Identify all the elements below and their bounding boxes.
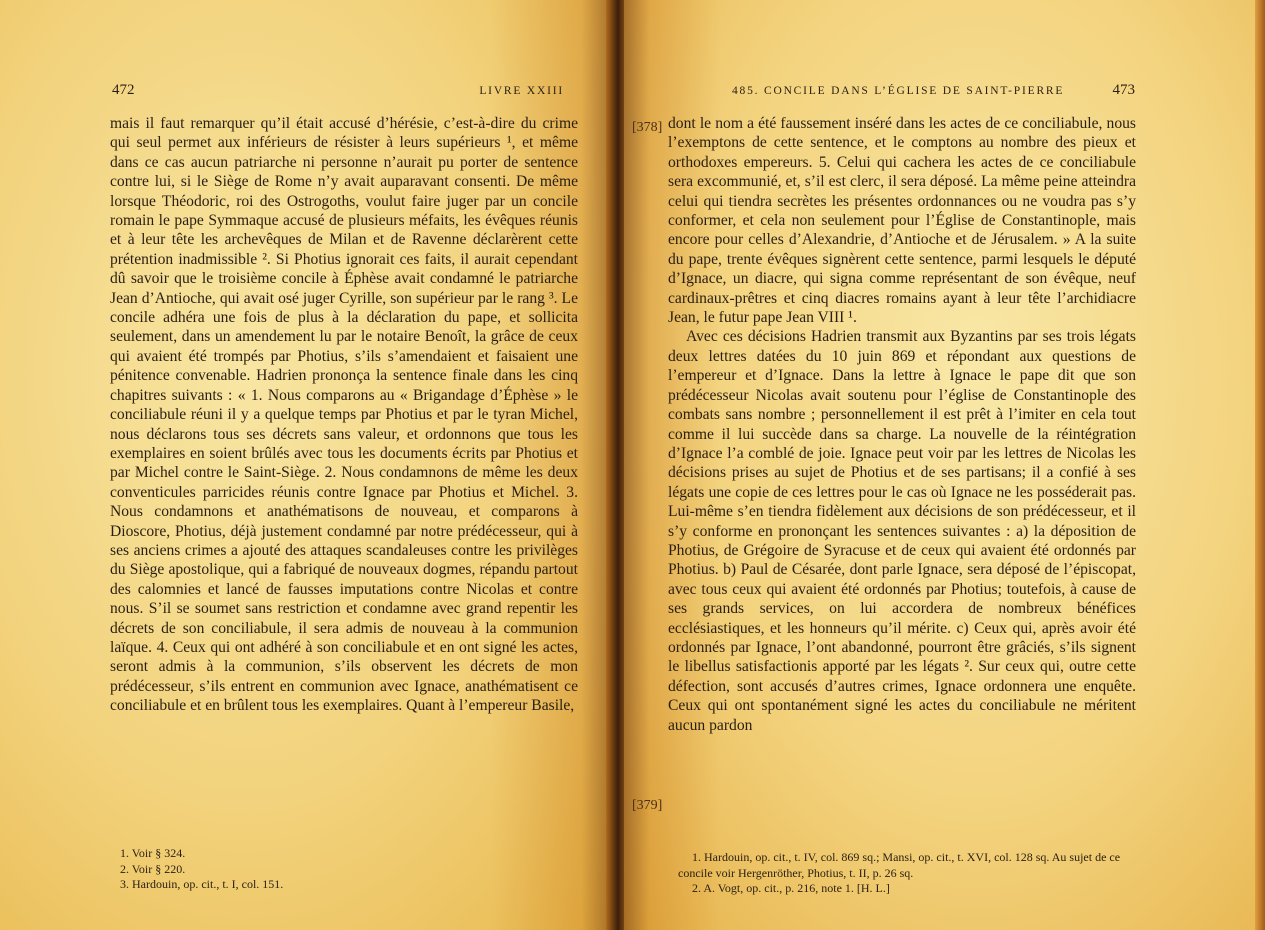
page-edge [1255,0,1265,930]
left-paragraph: mais il faut remarquer qu’il était accusé d’hérésie, c’est-à-dire du crime qui seul permet aux inférieurs de résister à leurs supérieurs ¹, et même dans ce cas aucun patriarche ni personne n’aurait pu porter de sentence contre lui, si le Siège de Rome n’y avait auparavant consenti. De même lorsque Théodoric, roi des Ostrogoths, voulut faire juger par un concile romain le pape Symmaque accusé de plusieurs méfaits, les évêques réunis et à leur tête les archevêques de Milan et de Ravenne déclarèrent cette prétention inadmissible ². Si Photius ignorait ces faits, il aurait cependant dû savoir que le troisième concile à Éphèse avait condamné le patriarche Jean d’Antioche, qui avait osé juger Cyrille, son supérieur par le rang ³. Le concile adhéra une fois de plus à la déclaration du pape, et sollicita seulement, dans un amendement lu par le notaire Benoît, la grâce de ceux qui avaient été trompés par Photius, s’ils s’amendaient et faisaient une pénitence convenable. Hadrien prononça la sentence finale dans les cinq chapitres suivants : « 1. Nous comparons au « Brigandage d’Éphèse » le conciliabule réuni il y a quelque temps par Photius et par le tyran Michel, nous déclarons tous ses décrets sans valeur, et ordonnons que tous les exemplaires en soient brûlés avec tous les documents écrits par Photius et par Michel contre le Saint-Siège. 2. Nous condamnons de même les deux conventicules parricides réunis contre Ignace par Photius et Michel. 3. Nous condamnons et anathématisons de nouveau, et comparons à Dioscore, Photius, déjà justement condamné par notre prédécesseur, qui à ses anciens crimes a ajouté des attaques scandaleuses contre les privilèges du Siège apostolique, qui a fabriqué de nouveaux dogmes, répandu partout des calomnies et lancé de fausses imputations contre Nicolas et contre nous. S’il se soumet sans restriction et condamne avec grand repentir les décrets de son conciliabule, il sera admis de nouveau à la communion laïque. 4. Ceux qui ont adhéré à son conciliabule et en ont signé les actes, seront admis à la communion, s’ils observent les décrets de mon prédécesseur, s’ils entrent en communion avec Ignace, anathématisent ce conciliabule et en brûlent tous les exemplaires. Quant à l’empereur Basile, [110,115,578,715]
left-running-title: LIVRE XXIII [479,85,564,97]
right-paragraph: dont le nom a été faussement inséré dans les actes de ce conciliabule, nous l’exemptons de cette sentence, et le comptons au nombre des pieux et orthodoxes empereurs. 5. Celui qui cachera les actes de ce conciliabule sera excommunié, et, s’il est clerc, il sera déposé. La même peine atteindra celui qui tiendra secrètes les présentes ordonnances ou ne voudra pas s’y conformer, et cela non seulement pour l’Église de Constantinople, mais encore pour celles d’Alexandrie, d’Antioche et de Jérusalem. » A la suite du pape, trente évêques signèrent cette sentence, parmi lesquels le député d’Ignace, un diacre, qui signa comme représentant de son évêque, neuf cardinaux-prêtres et cinq diacres romains ayant à leur tête l’archidiacre Jean, le futur pape Jean VIII ¹. [668,115,1136,327]
footnote: 1. Voir § 324. [120,846,186,860]
footnote: 2. A. Vogt, op. cit., p. 216, note 1. [H. L.] [692,881,890,895]
left-running-head [112,82,564,99]
left-body-text [110,114,578,716]
right-body-text [668,114,1136,735]
left-page [0,0,612,930]
left-page-number: 472 [112,82,135,98]
right-running-title: 485. CONCILE DANS L’ÉGLISE DE SAINT-PIERRE [732,85,1065,97]
margin-reference: [378] [632,120,663,135]
margin-reference: [379] [632,798,663,813]
right-paragraph: Avec ces décisions Hadrien transmit aux Byzantins par ses trois légats deux lettres datées du 10 juin 869 et répondant aux questions de l’empereur et d’Ignace. Dans la lettre à Ignace le pape dit que son prédécesseur Nicolas avait soutenu pour l’église de Constantinople des combats sans nombre ; personnellement il est prêt à l’imiter en cela tout comme il lui succède dans sa charge. La nouvelle de la réintégration d’Ignace l’a comblé de joie. Ignace peut voir par les lettres de Nicolas les décisions prises au sujet de Photius et de ses partisans; il a confié à ses légats une copie de ces lettres pour le cas où Ignace ne les posséderait pas. Lui-même s’en tiendra fidèlement aux décisions de son prédécesseur, et il s’y conforme en prononçant les sentences suivantes : a) la déposition de Photius, de Grégoire de Syracuse et de ceux qui avaient été ordonnés par Photius. b) Paul de Césarée, dont parle Ignace, sera déposé de l’épiscopat, avec tous ceux qui avaient été ordonnés par Photius; toutefois, à cause de ses grands services, on lui accordera de nombreux bénéfices ecclésiastiques, et les honneurs qu’il mérite. c) Ceux qui, après avoir été ordonnés par Ignace, l’ont abandonné, pourront être grâciés, s’ils signent le libellus satisfactionis apporté par les légats ². Sur ceux qui, outre cette défection, sont accusés d’autres crimes, Ignace ordonnera une enquête. Ceux qui ont spontanément signé les actes du conciliabule ne méritent aucun pardon [668,328,1136,734]
right-running-head [732,82,1135,99]
right-page-number: 473 [1112,82,1135,98]
right-page [624,0,1265,930]
right-footnotes [678,850,1138,897]
footnote: 3. Hardouin, op. cit., t. I, col. 151. [120,877,284,891]
left-footnotes [120,846,560,893]
footnote: 2. Voir § 220. [120,861,186,876]
footnote: 1. Hardouin, op. cit., t. IV, col. 869 sq.; Mansi, op. cit., t. XVI, col. 128 sq. Au sujet de ce concile voir Hergenröther, Photius, t. II, p. 26 sq. [678,850,1121,880]
